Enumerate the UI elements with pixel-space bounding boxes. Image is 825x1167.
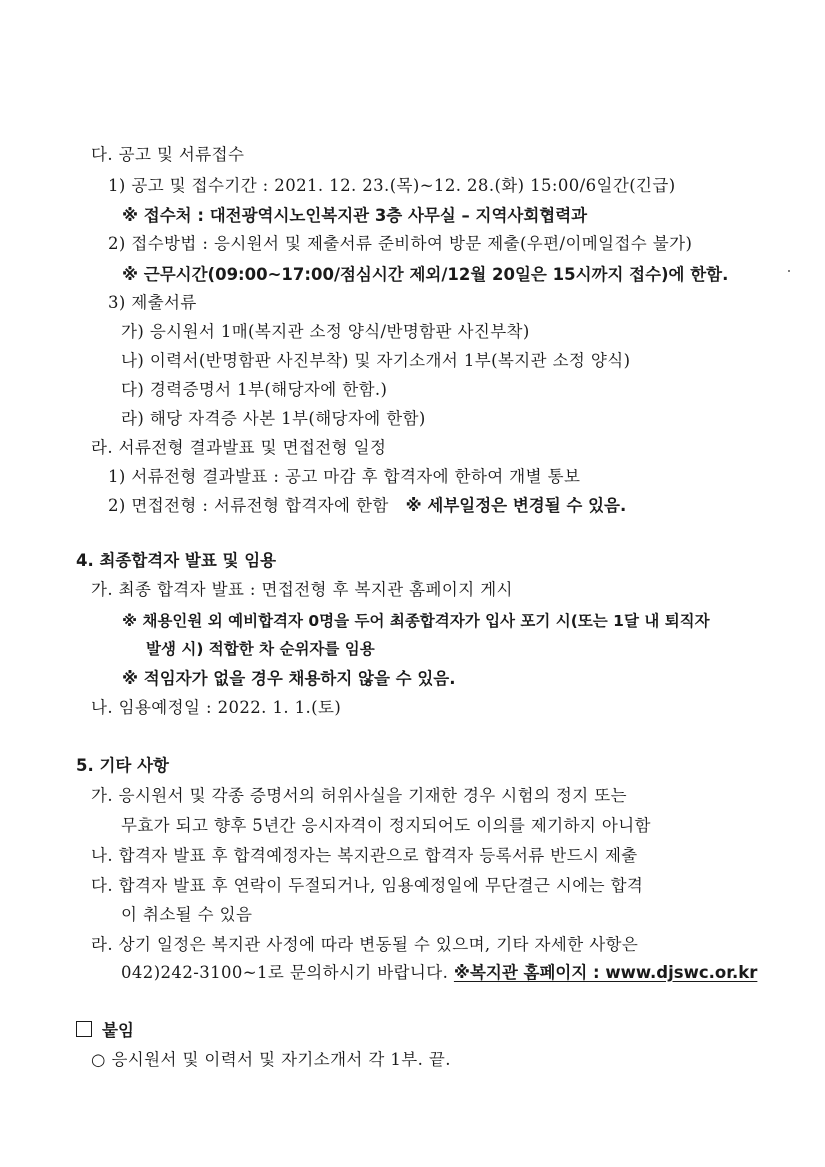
screening-result: 1) 서류전형 결과발표 : 공고 마감 후 합격자에 한하여 개별 통보	[108, 467, 581, 486]
cancellation-clause-cont: 이 취소될 수 있음	[121, 905, 253, 924]
cancellation-clause: 다. 합격자 발표 후 연락이 두절되거나, 임용예정일에 무단결근 시에는 합격	[91, 876, 644, 895]
reserve-candidate-note-cont: 발생 시) 적합한 차 순위자를 임용	[146, 640, 375, 658]
reserve-candidate-note: ※ 채용인원 외 예비합격자 0명을 두어 최종합격자가 입사 포기 시(또는 1달 내 퇴직자	[122, 612, 710, 630]
attachment-heading-text: 붙임	[102, 1021, 134, 1040]
document-item: 라) 해당 자격증 사본 1부(해당자에 한함)	[121, 409, 426, 428]
interview-text: 2) 면접전형 : 서류전형 합격자에 한함	[108, 496, 389, 515]
stray-mark	[788, 270, 790, 272]
schedule-change-note: ※ 세부일정은 변경될 수 있음.	[405, 496, 627, 515]
section-5-heading: 5. 기타 사항	[76, 756, 169, 775]
attachment-item: ○ 응시원서 및 이력서 및 자기소개서 각 1부. 끝.	[91, 1050, 451, 1069]
appointment-date: 나. 임용예정일 : 2022. 1. 1.(토)	[91, 698, 342, 717]
document-item: 다) 경력증명서 1부(해당자에 한함.)	[121, 380, 388, 399]
section-4-heading: 4. 최종합격자 발표 및 임용	[76, 551, 277, 570]
notice-period: 1) 공고 및 접수기간 : 2021. 12. 23.(목)~12. 28.(화) 15:00/6일간(긴급)	[108, 176, 676, 195]
registration-clause: 나. 합격자 발표 후 합격예정자는 복지관으로 합격자 등록서류 반드시 제출	[91, 846, 638, 865]
section-ra-heading: 라. 서류전형 결과발표 및 면접전형 일정	[91, 438, 387, 457]
required-documents-heading: 3) 제출서류	[108, 293, 197, 312]
contact-line	[121, 962, 757, 984]
schedule-change-clause: 라. 상기 일정은 복지관 사정에 따라 변동될 수 있으며, 기타 자세한 사항은	[91, 935, 639, 954]
application-method: 2) 접수방법 : 응시원서 및 제출서류 준비하여 방문 제출(우편/이메일접수 불가)	[108, 234, 693, 253]
notice-location-note: ※ 접수처 : 대전광역시노인복지관 3층 사무실 – 지역사회협력과	[122, 206, 588, 225]
section-da-heading: 다. 공고 및 서류접수	[91, 145, 245, 164]
attachment-heading	[76, 1020, 134, 1042]
document-item: 가) 응시원서 1매(복지관 소정 양식/반명함판 사진부착)	[121, 322, 530, 341]
contact-text: 042)242-3100~1로 문의하시기 바랍니다.	[121, 963, 449, 982]
working-hours-note: ※ 근무시간(09:00~17:00/점심시간 제외/12월 20일은 15시까지 접수)에 한함.	[122, 265, 729, 284]
homepage-link[interactable]: ※복지관 홈페이지 : www.djswc.or.kr	[453, 963, 758, 982]
document-item: 나) 이력서(반명함판 사진부착) 및 자기소개서 1부(복지관 소정 양식)	[121, 351, 631, 370]
false-info-clause-cont: 무효가 되고 향후 5년간 응시자격이 정지되어도 이의를 제기하지 아니함	[121, 816, 651, 835]
final-announcement: 가. 최종 합격자 발표 : 면접전형 후 복지관 홈페이지 게시	[91, 580, 513, 599]
checkbox-square-icon	[76, 1021, 92, 1037]
no-hire-note: ※ 적임자가 없을 경우 채용하지 않을 수 있음.	[122, 669, 456, 688]
false-info-clause: 가. 응시원서 및 각종 증명서의 허위사실을 기재한 경우 시험의 정지 또는	[91, 786, 627, 805]
interview-schedule	[108, 495, 626, 517]
